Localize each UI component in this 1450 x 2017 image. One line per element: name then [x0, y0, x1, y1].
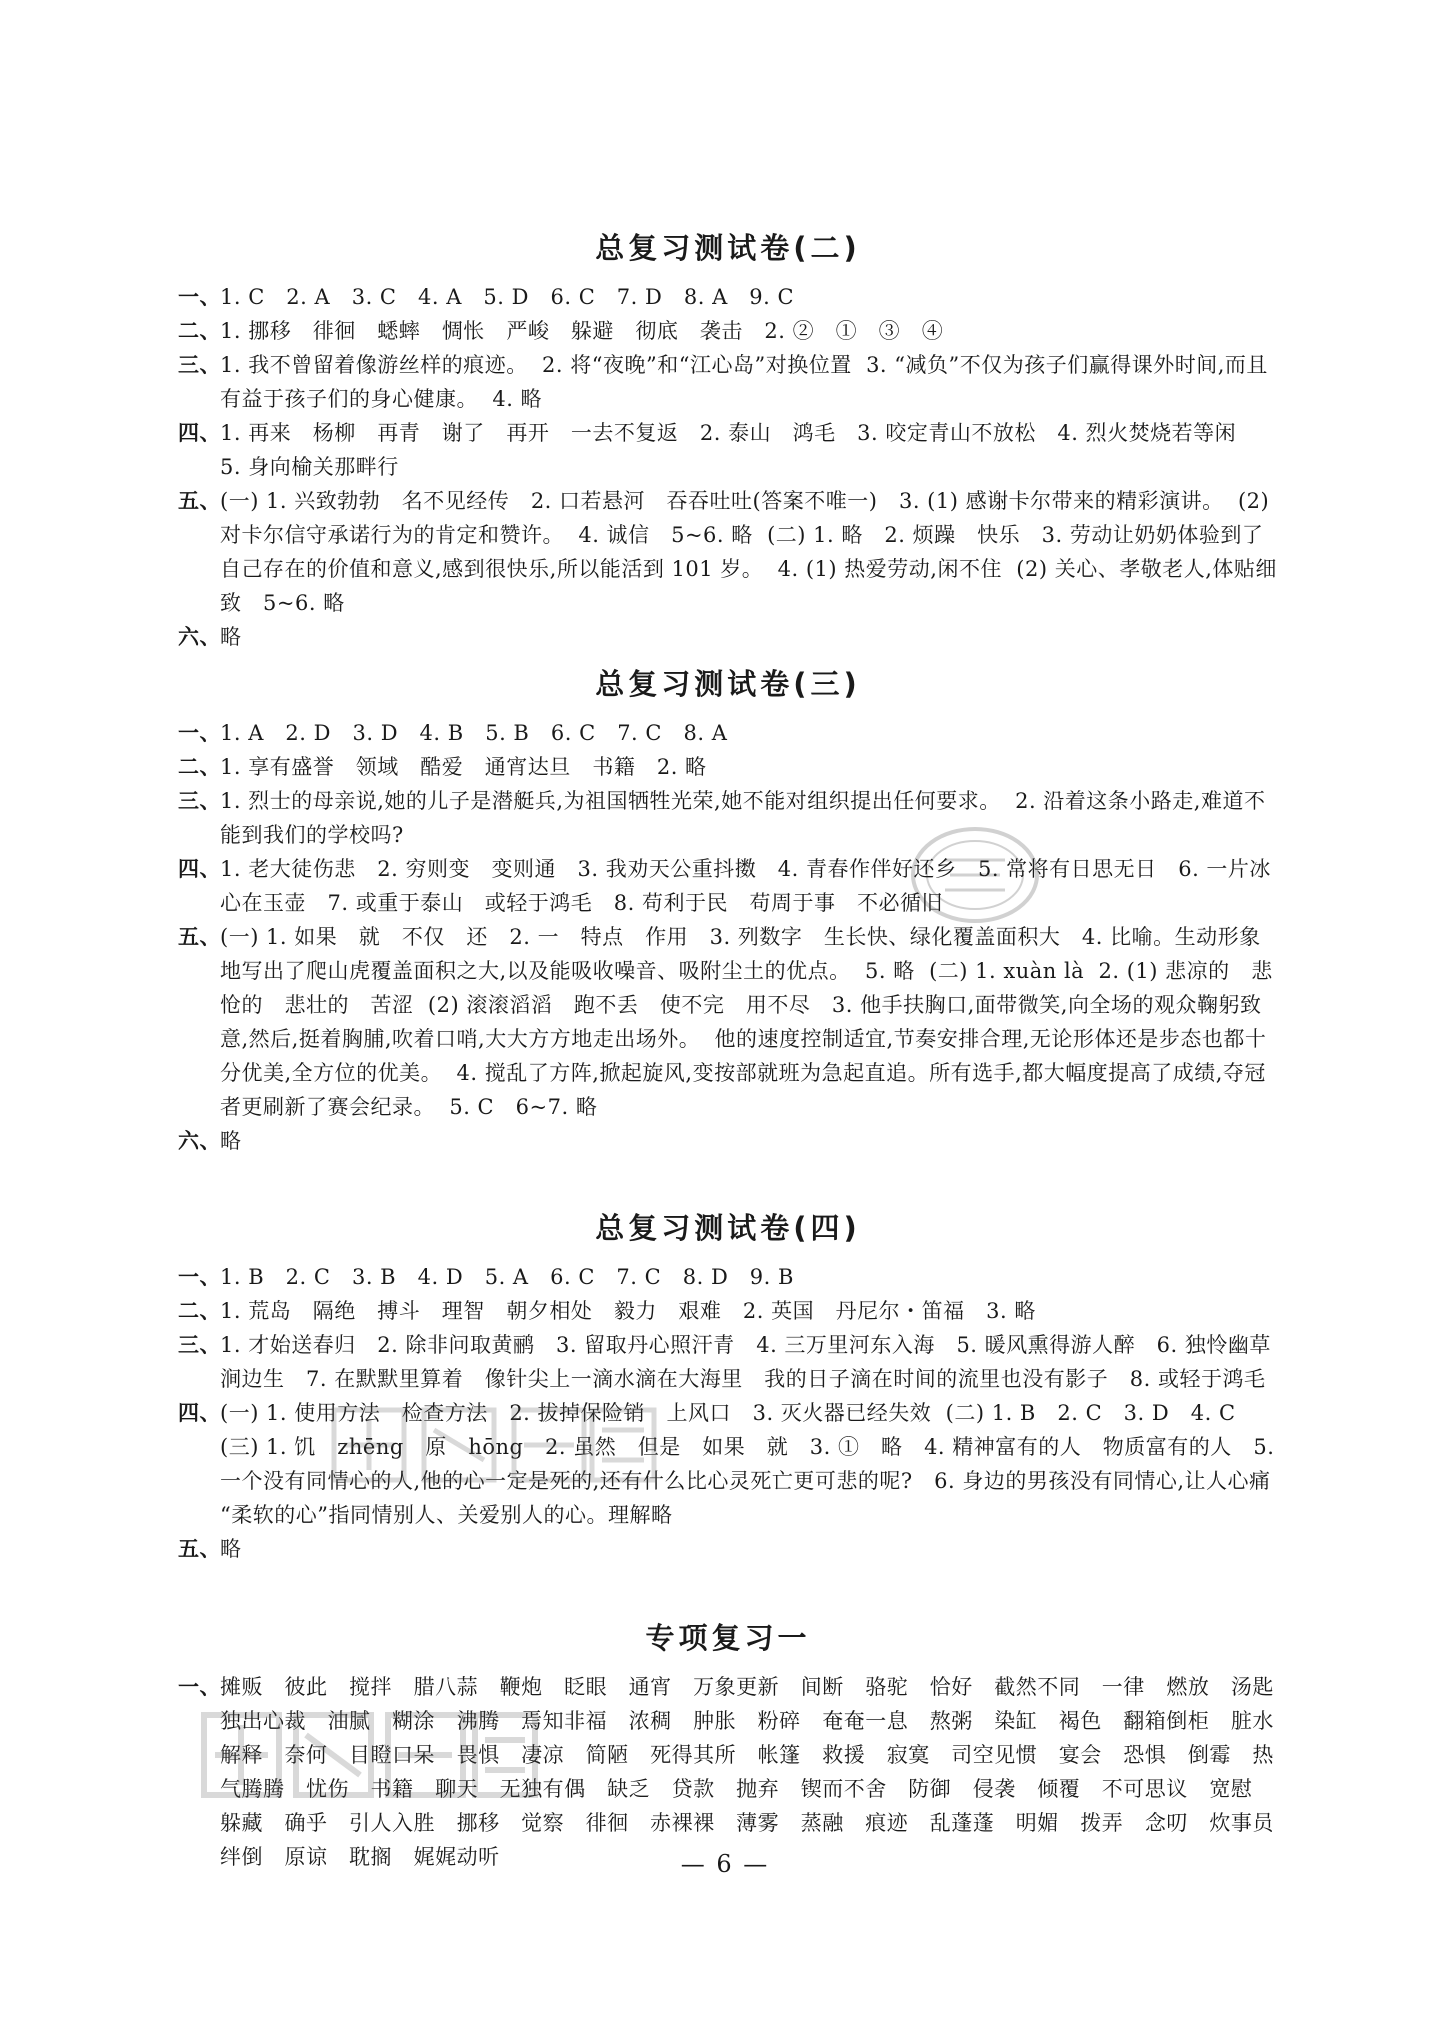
- answer-item: [178, 1670, 1296, 1874]
- answer-item: [178, 348, 1278, 416]
- item-text: 1. 再来 杨柳 再青 谢了 再开 一去不复返 2. 泰山 鸿毛 3. 咬定青山不放松 4. 烈火焚烧若等闲 5. 身向榆关那畔行: [220, 421, 1258, 479]
- item-text: 略: [220, 1129, 242, 1153]
- answer-item: [178, 784, 1278, 852]
- item-label: 三、: [178, 789, 221, 813]
- section-title: 总复习测试卷(二): [595, 231, 861, 265]
- answer-item: [178, 852, 1278, 920]
- answer-item: [178, 1294, 1278, 1328]
- item-label: 四、: [178, 1401, 221, 1425]
- item-text: 1. A 2. D 3. D 4. B 5. B 6. C 7. C 8. A: [220, 721, 728, 745]
- item-label: 一、: [178, 285, 221, 309]
- answer-item: [178, 416, 1278, 484]
- answer-item: [178, 1396, 1285, 1532]
- item-label: 二、: [178, 319, 221, 343]
- item-label: 一、: [178, 1265, 221, 1289]
- item-text: 1. 我不曾留着像游丝样的痕迹。 2. 将“夜晚”和“江心岛”对换位置 3. “减负”不仅为孩子们赢得课外时间,而且有益于孩子们的身心健康。 4. 略: [220, 353, 1268, 411]
- item-text: 摊贩 彼此 搅拌 腊八蒜 鞭炮 眨眼 通宵 万象更新 间断 骆驼 恰好 截然不同 一律 燃放 汤匙 独出心裁 油腻 糊涂 沸腾 焉知非福 浓稠 肿胀 粉碎 奄奄一息 熬粥 染缸 褐色 翻箱倒柜 脏水 解释 奈何 目瞪口呆 畏惧 凄凉 简陋 死得其所 帐篷 救援 寂寞 司空见惯 宴会 恐惧 倒霉 热气腾腾 忧伤 书籍 聊天 无独有偶 缺乏 贷款 抛弃 锲而不舍 防御 侵袭 倾覆 不可思议 宽慰 躲藏 确乎 引人入胜 挪移 觉察 徘徊 赤裸裸 薄雾 蒸融 痕迹 乱蓬蓬 明媚 拨弄 念叨 炊事员 绊倒 原谅 耽搁 娓娓动听: [220, 1675, 1296, 1869]
- answer-item: [178, 1328, 1278, 1396]
- item-label: 一、: [178, 721, 221, 745]
- answer-item: [178, 716, 1278, 750]
- section-test-2: [178, 222, 1278, 654]
- item-label: 六、: [178, 1129, 221, 1153]
- item-text: 略: [220, 1537, 242, 1561]
- item-text: 1. 荒岛 隔绝 搏斗 理智 朝夕相处 毅力 艰难 2. 英国 丹尼尔・笛福 3. 略: [220, 1299, 1036, 1323]
- item-text: (一) 1. 兴致勃勃 名不见经传 2. 口若悬河 吞吞吐吐(答案不唯一) 3. (1) 感谢卡尔带来的精彩演讲。 (2) 对卡尔信守承诺行为的肯定和赞许。 4. 诚信 5~6. 略 (二) 1. 略 2. 烦躁 快乐 3. 劳动让奶奶体验到了自己存在的价值和意义,感到很快乐,所以能活到 101 岁。 4. (1) 热爱劳动,闲不住 (2) 关心、孝敬老人,体贴细致 5~6. 略: [220, 489, 1277, 615]
- answer-item: [178, 750, 1278, 784]
- item-text: 1. 挪移 徘徊 蟋蟀 惆怅 严峻 躲避 彻底 袭击 2. ② ① ③ ④: [220, 319, 944, 343]
- section-test-4: [178, 1202, 1285, 1566]
- item-text: 1. C 2. A 3. C 4. A 5. D 6. C 7. D 8. A 9. C: [220, 285, 795, 309]
- page-number: — 6 —: [680, 1850, 770, 1878]
- item-text: 1. 才始送春归 2. 除非问取黄鹂 3. 留取丹心照汗青 4. 三万里河东入海 5. 暖风熏得游人醉 6. 独怜幽草涧边生 7. 在默默里算着 像针尖上一滴水滴在大海里 我的日子滴在时间的流里也没有影子 8. 或轻于鸿毛: [220, 1333, 1271, 1391]
- item-label: 五、: [178, 1537, 221, 1561]
- item-label: 四、: [178, 857, 221, 881]
- answer-item: [178, 314, 1278, 348]
- answer-item: [178, 280, 1278, 314]
- answer-item: [178, 920, 1278, 1124]
- section-test-3: [178, 658, 1278, 1158]
- answer-item: [178, 484, 1278, 620]
- item-label: 四、: [178, 421, 221, 445]
- item-label: 一、: [178, 1675, 221, 1699]
- item-text: 1. 烈士的母亲说,她的儿子是潜艇兵,为祖国牺牲光荣,她不能对组织提出任何要求。 2. 沿着这条小路走,难道不能到我们的学校吗?: [220, 789, 1266, 847]
- item-text: 1. 老大徒伤悲 2. 穷则变 变则通 3. 我劝天公重抖擞 4. 青春作伴好还乡 5. 常将有日思无日 6. 一片冰心在玉壶 7. 或重于泰山 或轻于鸿毛 8. 苟利于民 苟周于事 不必循旧: [220, 857, 1271, 915]
- item-text: 1. B 2. C 3. B 4. D 5. A 6. C 7. C 8. D 9. B: [220, 1265, 794, 1289]
- item-text: (一) 1. 使用方法 检查方法 2. 拔掉保险销 上风口 3. 灭火器已经失效 (二) 1. B 2. C 3. D 4. C (三) 1. 饥 zhēng 原 hōng 2. 虽然 但是 如果 就 3. ① 略 4. 精神富有的人 物质富有的人 5. 一个没有同情心的人,他的心一定是死的,还有什么比心灵死亡更可悲的呢? 6. 身边的男孩没有同情心,让人心痛 “柔软的心”指同情别人、关爱别人的心。理解略: [220, 1401, 1285, 1527]
- item-label: 二、: [178, 755, 221, 779]
- item-label: 三、: [178, 353, 221, 377]
- item-label: 五、: [178, 925, 221, 949]
- item-label: 五、: [178, 489, 221, 513]
- section-title: 总复习测试卷(三): [595, 667, 861, 701]
- item-text: 略: [220, 625, 242, 649]
- item-text: 1. 享有盛誉 领域 酷爱 通宵达旦 书籍 2. 略: [220, 755, 707, 779]
- answer-item: [178, 620, 1278, 654]
- answer-item: [178, 1532, 1278, 1566]
- section-title: 总复习测试卷(四): [595, 1211, 861, 1245]
- item-text: (一) 1. 如果 就 不仅 还 2. 一 特点 作用 3. 列数字 生长快、绿化覆盖面积大 4. 比喻。生动形象地写出了爬山虎覆盖面积之大,以及能吸收噪音、吸附尘土的优点。 5. 略 (二) 1. xuàn là 2. (1) 悲凉的 悲怆的 悲壮的 苦涩 (2) 滚滚滔滔 跑不丢 使不完 用不尽 3. 他手扶胸口,面带微笑,向全场的观众鞠躬致意,然后,挺着胸脯,吹着口哨,大大方方地走出场外。 他的速度控制适宜,节奏安排合理,无论形体还是步态也都十分优美,全方位的优美。 4. 搅乱了方阵,掀起旋风,变按部就班为急起直追。所有选手,都大幅度提高了成绩,夺冠者更刷新了赛会纪录。 5. C 6~7. 略: [220, 925, 1273, 1119]
- section-title: 专项复习一: [645, 1621, 811, 1655]
- item-label: 二、: [178, 1299, 221, 1323]
- answer-item: [178, 1124, 1278, 1158]
- section-review-1: [178, 1612, 1296, 1874]
- answer-item: [178, 1260, 1278, 1294]
- item-label: 六、: [178, 625, 221, 649]
- item-label: 三、: [178, 1333, 221, 1357]
